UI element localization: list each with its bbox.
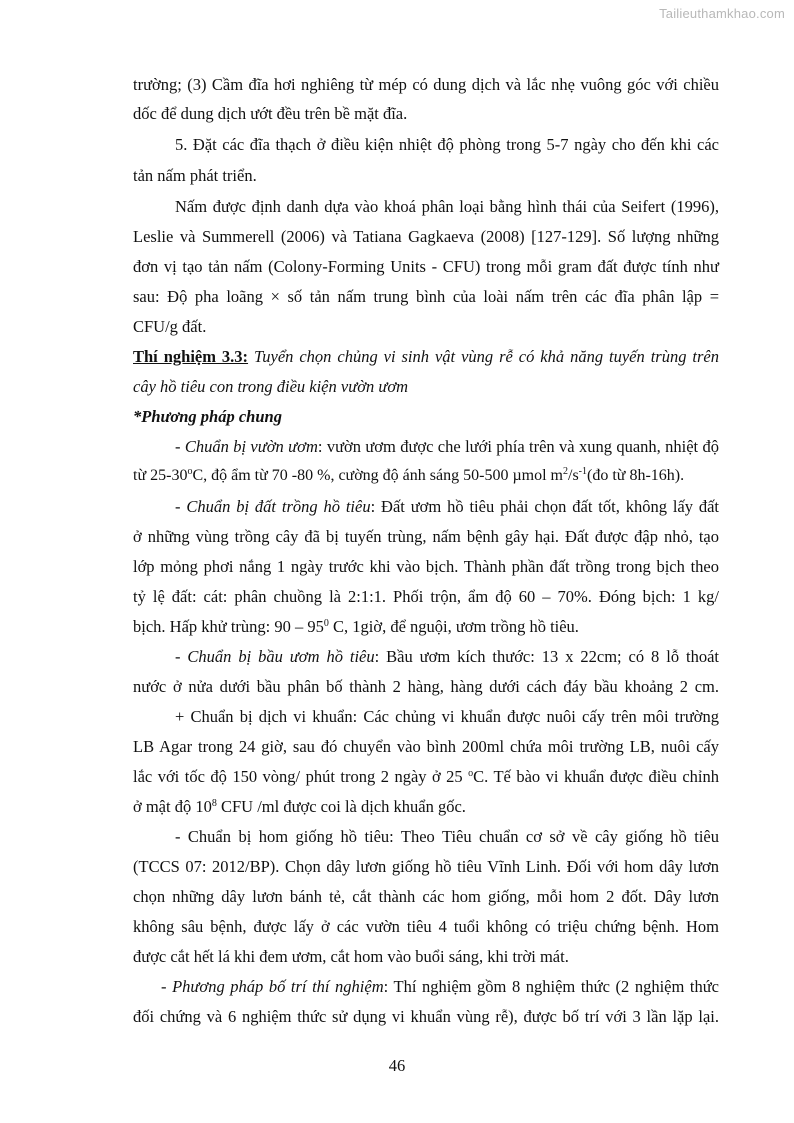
text-line: dốc để dung dịch ướt đều trên bề mặt đĩa. [133, 104, 408, 123]
text-span: C, độ ẩm từ 70 -80 %, cường độ ánh sáng 50-500 µmol m [192, 467, 563, 484]
text-line: lớp mỏng phơi nắng 1 ngày trước khi vào bịch. Thành phần đất trồng trong bịch theo [133, 557, 719, 576]
text-line [175, 437, 719, 457]
text-span: C. Tế bào vi khuẩn được điều chỉnh [473, 767, 719, 786]
text-line [175, 647, 719, 667]
text-line: CFU/g đất. [133, 317, 207, 336]
text-line: Leslie và Summerell (2006) và Tatiana Gagkaeva (2008) [127-129]. Số lượng những [133, 227, 719, 246]
text-line: được cắt hết lá khi đem ươm, cắt hom vào buổi sáng, khi trời mát. [133, 947, 569, 966]
superscript: -1 [578, 466, 588, 477]
item-text: : Thí nghiệm gồm 8 nghiệm thức (2 nghiệm thức [383, 977, 719, 996]
text-span: lắc với tốc độ 150 vòng/ phút trong 2 ngày ở 25 [133, 767, 469, 786]
item-text: : Bầu ươm kích thước: 13 x 22cm; có 8 lỗ thoát [374, 647, 719, 666]
text-line: ở những vùng trồng cây đã bị tuyến trùng, nấm bệnh gây hại. Đất được đập nhỏ, tạo [133, 527, 719, 546]
text-line: 5. Đặt các đĩa thạch ở điều kiện nhiệt độ phòng trong 5-7 ngày cho đến khi các [175, 135, 719, 154]
text-line [175, 497, 719, 517]
superscript: 0 [323, 618, 329, 629]
experiment-label: Thí nghiệm 3.3: [133, 347, 249, 366]
text-line: Nấm được định danh dựa vào khoá phân loại bằng hình thái của Seifert (1996), [175, 197, 719, 216]
text-line: sau: Độ pha loãng × số tản nấm trung bình của loài nấm trên các đĩa phân lập = [133, 287, 719, 306]
superscript: 8 [211, 798, 217, 809]
item-label: - Chuẩn bị bầu ươm hồ tiêu [175, 647, 375, 666]
experiment-title-cont: cây hồ tiêu con trong điều kiện vườn ươm [133, 377, 409, 396]
text-line [161, 977, 719, 997]
text-line: LB Agar trong 24 giờ, sau đó chuyển vào bình 200ml chứa môi trường LB, nuôi cấy [133, 737, 719, 756]
watermark: Tailieuthamkhao.com [659, 6, 785, 21]
text-line: đơn vị tạo tản nấm (Colony-Forming Units - CFU) trong mỗi gram đất được tính như [133, 257, 719, 276]
text-line: nước ở nửa dưới bầu phân bố thành 2 hàng, hàng dưới cách đáy bầu khoảng 2 cm. [133, 677, 719, 696]
text-span: /s [568, 467, 579, 484]
page-number: 46 [388, 1056, 406, 1075]
text-line [133, 797, 466, 817]
text-line: + Chuẩn bị dịch vi khuẩn: Các chủng vi khuẩn được nuôi cấy trên môi trường [175, 707, 719, 726]
text-line: trường; (3) Cầm đĩa hơi nghiêng từ mép có dung dịch và lắc nhẹ vuông góc với chiều [133, 75, 719, 94]
item-label: - Chuẩn bị đất trồng hồ tiêu [175, 497, 371, 516]
text-line: (TCCS 07: 2012/BP). Chọn dây lươn giống hồ tiêu Vĩnh Linh. Đối với hom dây lươn [133, 857, 719, 876]
text-line: tản nấm phát triển. [133, 166, 257, 185]
text-line [133, 466, 684, 486]
text-span: (đo từ 8h-16h). [587, 467, 685, 484]
text-span: bịch. Hấp khử trùng: 90 – 95 [133, 617, 324, 636]
superscript: o [468, 768, 474, 779]
text-span: từ 25-30 [133, 467, 188, 484]
text-span: CFU /ml được coi là dịch khuẩn gốc. [216, 797, 466, 816]
section-heading: *Phương pháp chung [133, 407, 282, 426]
item-text: : vườn ươm được che lưới phía trên và xung quanh, nhiệt độ [317, 437, 719, 456]
item-text: : Đất ươm hồ tiêu phải chọn đất tốt, không lấy đất [370, 497, 720, 516]
text-line: không sâu bệnh, được lấy ở các vườn tiêu 4 tuổi không có triệu chứng bệnh. Hom [133, 917, 719, 936]
superscript: 2 [563, 466, 568, 477]
text-line [133, 767, 719, 787]
experiment-heading [133, 347, 719, 367]
text-line [133, 617, 579, 637]
text-span: ở mật độ 10 [133, 797, 212, 816]
item-label: - Chuẩn bị vườn ươm [175, 437, 318, 456]
text-line: đối chứng và 6 nghiệm thức sử dụng vi khuẩn vùng rễ), được bố trí với 3 lần lặp lại. [133, 1007, 719, 1026]
superscript: o [187, 466, 193, 477]
item-label: - Phương pháp bố trí thí nghiệm [161, 977, 384, 996]
experiment-title: Tuyển chọn chủng vi sinh vật vùng rễ có khả năng tuyến trùng trên [254, 347, 719, 366]
text-line: - Chuẩn bị hom giống hồ tiêu: Theo Tiêu chuẩn cơ sở về cây giống hồ tiêu [175, 827, 719, 846]
text-line: chọn những dây lươn bánh tẻ, cắt thành các hom giống, mỗi hom 2 đốt. Dây lươn [133, 887, 719, 906]
text-span: C, 1giờ, để nguội, ươm trồng hồ tiêu. [328, 617, 579, 636]
text-line: tỷ lệ đất: cát: phân chuồng là 2:1:1. Phối trộn, ẩm độ 60 – 70%. Đóng bịch: 1 kg/ [133, 587, 719, 606]
